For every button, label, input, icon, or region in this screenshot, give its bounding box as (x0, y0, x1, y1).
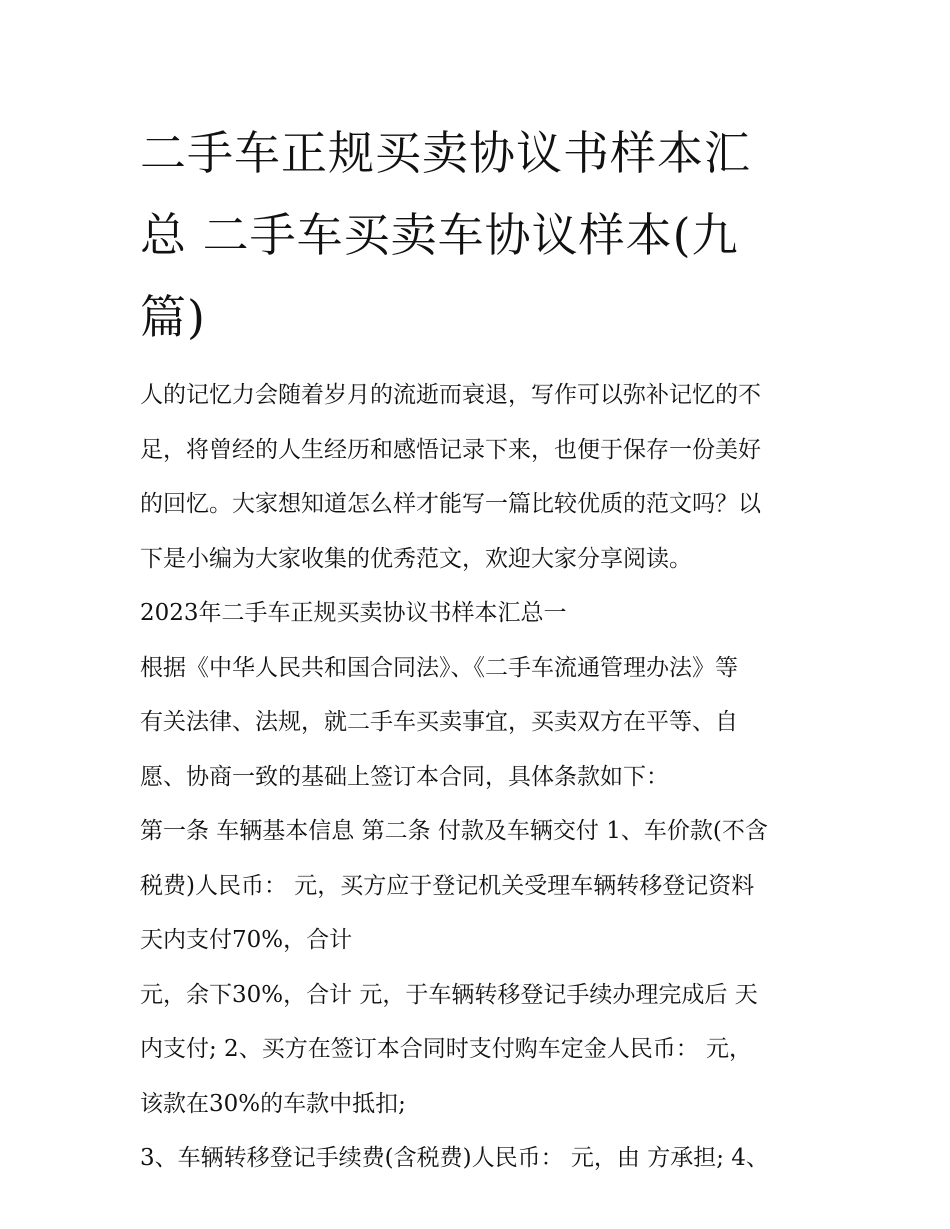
preamble-paragraph (140, 641, 812, 805)
intro-paragraph (140, 368, 812, 586)
text-line: 愿、协商一致的基础上签订本合同，具体条款如下： (140, 763, 669, 790)
title-line: 总 二手车买卖车协议样本(九 (140, 208, 739, 262)
document-body (140, 368, 812, 1186)
title-line: 二手车正规买卖协议书样本汇 (140, 126, 751, 180)
text-line: 内支付; 2、买方在签订本合同时支付购车定金人民币： 元， (140, 1036, 753, 1062)
document-page (140, 112, 812, 1186)
clause-paragraph (140, 968, 812, 1132)
document-title (140, 112, 812, 358)
text-line: 下是小编为大家收集的优秀范文，欢迎大家分享阅读。 (140, 545, 692, 572)
text-line: 3、车辆转移登记手续费(含税费)人民币： 元，由 方承担; 4、 (140, 1145, 769, 1171)
text-line: 税费)人民币： 元，买方应于登记机关受理车辆转移登记资料 (140, 872, 755, 899)
text-line: 根据《中华人民共和国合同法》、《二手车流通管理办法》等 (140, 654, 738, 681)
text-line: 2023年二手车正规买卖协议书样本汇总一 (140, 600, 567, 626)
title-line: 篇) (140, 290, 206, 344)
clause-paragraph (140, 804, 812, 968)
text-line: 天内支付70%，合计 (140, 927, 353, 953)
text-line: 足，将曾经的人生经历和感悟记录下来，也便于保存一份美好 (140, 436, 761, 463)
text-line: 的回忆。大家想知道怎么样才能写一篇比较优质的范文吗？以 (140, 491, 761, 517)
clause-paragraph (140, 1131, 812, 1186)
text-line: 有关法律、法规，就二手车买卖事宜，买卖双方在平等、自 (140, 709, 738, 735)
text-line: 第一条 车辆基本信息 第二条 付款及车辆交付 1、车价款(不含 (140, 818, 768, 844)
text-line: 人的记忆力会随着岁月的流逝而衰退，写作可以弥补记忆的不 (140, 382, 761, 408)
section-heading (140, 586, 812, 641)
text-line: 元，余下30%，合计 元，于车辆转移登记手续办理完成后 天 (140, 981, 758, 1008)
text-line: 该款在30%的车款中抵扣; (140, 1090, 406, 1117)
